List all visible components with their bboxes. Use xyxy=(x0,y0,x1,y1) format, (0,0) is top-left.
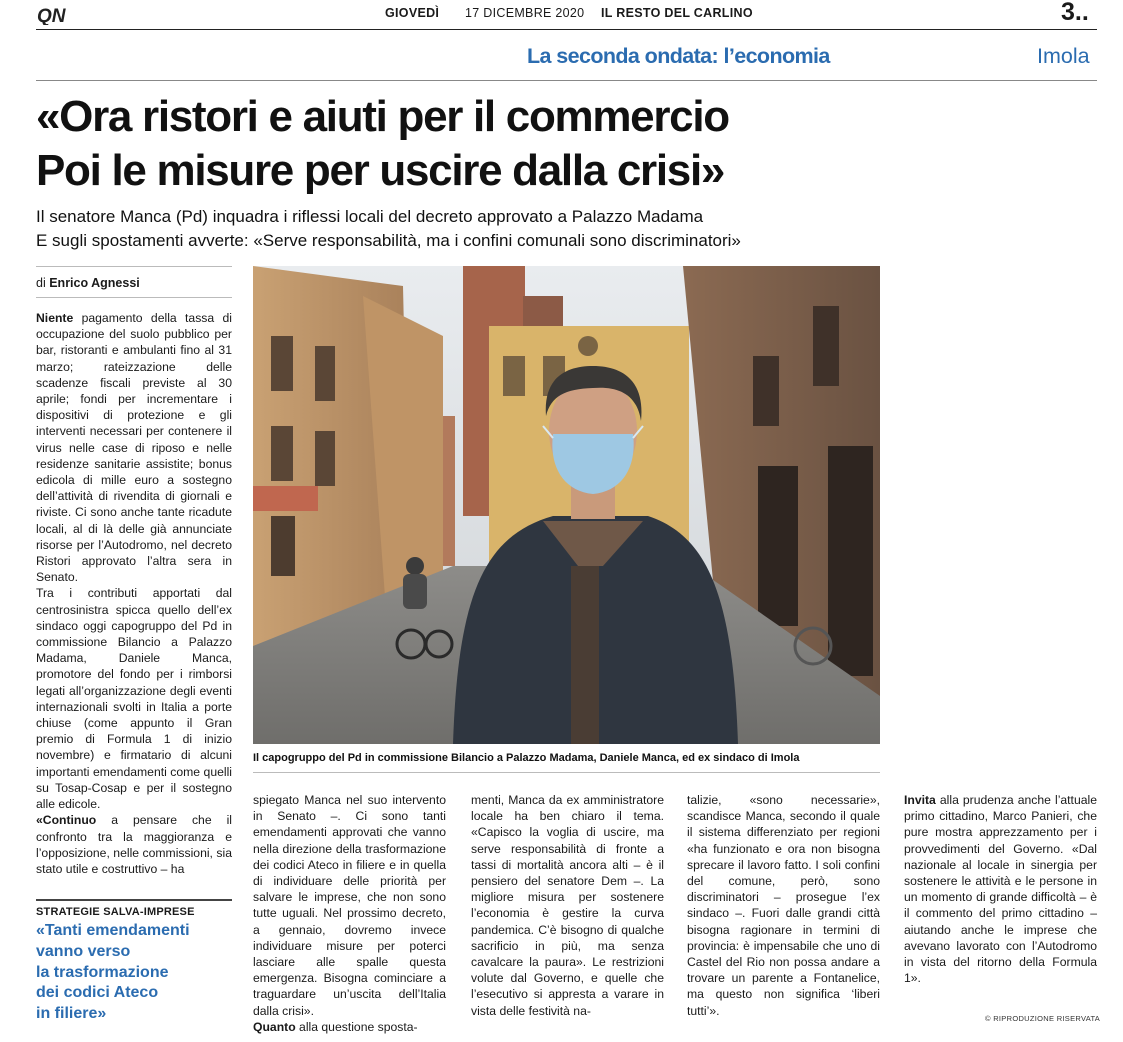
photo-caption: Il capogruppo del Pd in commissione Bilancio a Palazzo Madama, Daniele Manca, ed ex sindaco di Imola xyxy=(253,752,800,764)
paragraph-text: Tra i contributi apportati dal centrosinistra spicca quello dell’ex sindaco oggi capogruppo del Pd in commissione Bilancio a Palazzo Madama, Daniele Manca, promotore del fondo per i rimborsi legati all’organizzazione degli eventi internazionali svolti in Italia a porte chiuse (come appunto il Gran premio di Formula 1 di inizio novembre) e firmatario di alcuni importanti emendamenti come quelli su Tosap-Cosap e per il sostegno alle edicole. xyxy=(36,586,232,812)
paragraph-text: talizie, «sono necessarie», scandisce Manca, secondo il quale il sistema differenziato per regioni «ha funzionato e ora non bisogna sprecare il lavoro fatto. I soli confini del comune, però, sono discriminatori – prosegue l’ex sindaco –. Fuori dalle grandi città bisogna ragionare in termini di provincia: è impensabile che uno di Castel del Rio non possa andare a trovare un parente a Fontanelice, ma questo non significa ‘liberi tutti’». xyxy=(687,793,880,1018)
article-column-4 xyxy=(687,792,880,1019)
article-column-1 xyxy=(36,310,232,877)
paragraph-lead: «Continuo xyxy=(36,813,97,828)
paragraph-text: pagamento della tassa di occupazione del suolo pubblico per bar, ristoranti e ambulanti fino al 31 marzo; rateizzazione delle scadenze fiscali previste al 30 aprile; fondi per incrementare i dispositivi di protezione e gli interventi necessari per contenere il virus nelle case di riposo e nelle residenze sanitarie assistite; bonus edicola di mille euro a sostegno dell’attività di rivendita di giornali e riviste. Ci sono anche tante ricadute locali, al di là delle già annunciate risorse per l’Autodromo, nel decreto Ristori approvato l’altra sera in Senato. xyxy=(36,311,232,585)
page-number: 3.. xyxy=(1061,0,1089,26)
pull-quote-line: dei codici Ateco xyxy=(36,984,159,1002)
byline xyxy=(36,276,140,290)
pull-quote xyxy=(36,921,190,1025)
byline-prefix: di xyxy=(36,276,46,290)
paragraph-lead: Quanto xyxy=(253,1019,296,1034)
pull-quote-line: la trasformazione xyxy=(36,963,169,981)
paragraph-lead: Invita xyxy=(904,793,936,807)
article-paragraph xyxy=(36,585,232,812)
paragraph-text: alla questione sposta- xyxy=(295,1019,418,1034)
copyright-notice: © RIPRODUZIONE RISERVATA xyxy=(985,1014,1101,1023)
article-paragraph xyxy=(253,1019,446,1035)
subheadline xyxy=(36,205,741,253)
headline xyxy=(36,90,1097,198)
byline-author: Enrico Agnessi xyxy=(49,276,140,290)
qn-logo xyxy=(36,5,82,25)
masthead-day: GIOVEDÌ xyxy=(385,6,440,20)
pull-quote-line: vanno verso xyxy=(36,942,131,960)
subheadline-line-2: E sugli spostamenti avverte: «Serve responsabilità, ma i confini comunali sono discriminatori» xyxy=(36,231,741,250)
headline-line-1: «Ora ristori e aiuti per il commercio xyxy=(36,92,729,141)
article-column-5 xyxy=(904,792,1097,986)
article-paragraph xyxy=(253,792,446,1019)
paragraph-lead: Niente xyxy=(36,311,74,325)
article-paragraph xyxy=(687,792,880,1019)
article-photo xyxy=(253,266,880,744)
section-title: La seconda ondata: l’economia xyxy=(527,44,830,68)
article-paragraph xyxy=(904,792,1097,986)
headline-line-2: Poi le misure per uscire dalla crisi» xyxy=(36,146,725,195)
byline-rule xyxy=(36,266,232,267)
article-paragraph xyxy=(36,310,232,585)
svg-text:QN: QN xyxy=(37,6,66,25)
masthead-rule xyxy=(36,29,1097,30)
byline-rule-bottom xyxy=(36,297,232,298)
section-rule xyxy=(36,80,1097,81)
sidebar-rule xyxy=(36,899,232,901)
paragraph-text: alla prudenza anche l’attuale primo cittadino, Marco Panieri, che pure mostra apprezzamento per i provvedimenti del Governo. «Dal nazionale al locale in sinergia per sostenere le attività e le persone in un momento di grande difficoltà – è il commento del primo cittadino – aiutando anche le imprese che avevano lavorato con l’Autodromo in vista del ritorno della Formula 1». xyxy=(904,793,1097,986)
pull-quote-line: in filiere» xyxy=(36,1005,107,1023)
paragraph-text: menti, Manca da ex amministratore locale ha ben chiaro il tema. «Capisco la voglia di uscire, ma serve responsabilità di fronte a tassi di mortalità ancora alti – è il pensiero del senatore Dem –. La migliore misura per sostenere l’economia è gestire la curva pandemica. C’è bisogno di qualche sacrificio in più, ma senza cavalcare la paura». Le restrizioni volute dal Governo, e quelle che l’esecutivo si appresta a varare in vista delle festività na- xyxy=(471,793,664,1018)
article-column-2 xyxy=(253,792,446,1035)
masthead-date: 17 DICEMBRE 2020 xyxy=(465,6,585,20)
masthead-paper-name: IL RESTO DEL CARLINO xyxy=(601,6,753,20)
article-column-3 xyxy=(471,792,664,1019)
caption-rule xyxy=(253,772,880,773)
section-city: Imola xyxy=(1037,44,1090,68)
article-paragraph xyxy=(471,792,664,1019)
paragraph-text: spiegato Manca nel suo intervento in Senato –. Ci sono tanti emendamenti approvati che vanno nella direzione della trasformazione dei codici Ateco in filiere e in quella di individuare delle priorità per salvare le imprese, che non sono tutte uguali. Nel prossimo decreto, a gennaio, dovremo invece individuare misure per poterci lasciare alle spalle questa emergenza. Bisogna cominciare a traguardare un’uscita dell’Italia dalla crisi». xyxy=(253,793,446,1018)
paragraph-text: a pensare che il confronto tra la maggioranza e l’opposizione, nelle commissioni, sia stato utile e costruttivo – ha xyxy=(36,813,232,876)
sidebar-label: STRATEGIE SALVA-IMPRESE xyxy=(36,906,195,918)
article-paragraph xyxy=(36,812,232,877)
subheadline-line-1: Il senatore Manca (Pd) inquadra i riflessi locali del decreto approvato a Palazzo Madama xyxy=(36,207,704,226)
pull-quote-line: «Tanti emendamenti xyxy=(36,922,190,939)
